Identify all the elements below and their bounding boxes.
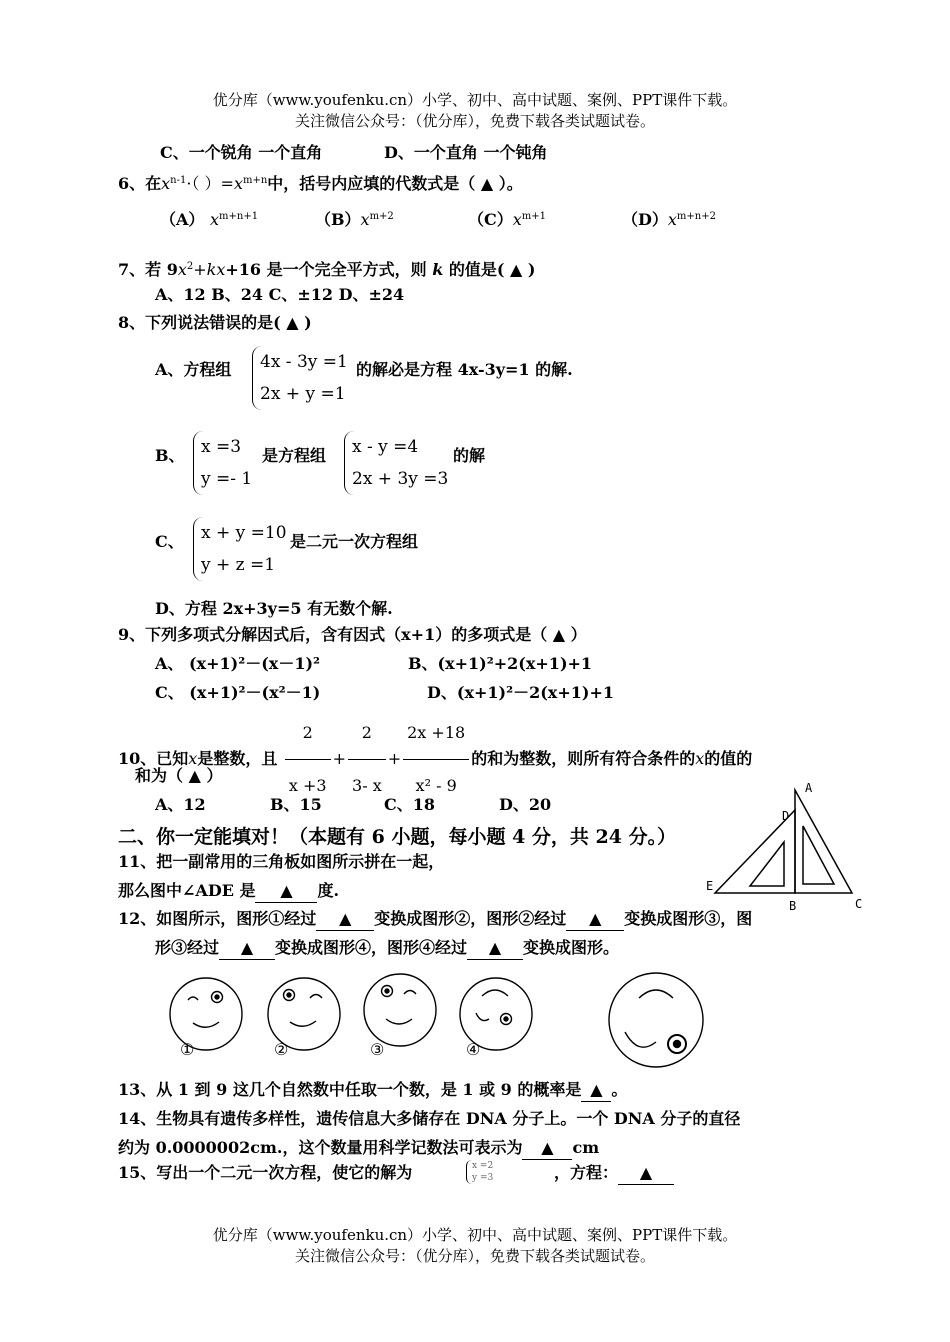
- q12-line-2: 形③经过 ▲ 变换成图形④，图形④经过 ▲ 变换成图形。: [155, 937, 619, 960]
- q5-option-d: D、一个直角 一个钝角: [384, 143, 548, 162]
- footer-line-1: 优分库（www.youfenku.cn）小学、初中、高中试题、案例、PPT课件下载。: [212, 1226, 738, 1244]
- triangle-ade-inner: [750, 842, 784, 886]
- q9-stem: 9、下列多项式分解因式后，含有因式（x+1）的多项式是（ ▲ ）: [118, 625, 587, 644]
- q15-pre: 15、写出一个二元一次方程，使它的解为: [118, 1163, 413, 1182]
- q5-option-c: C、一个锐角 一个直角: [160, 143, 323, 162]
- face-5: [609, 973, 703, 1067]
- q6-option-b: $(B)x^{m+2}$: [315, 210, 394, 229]
- q10-option-d: D、20: [499, 795, 552, 814]
- triangle-set-figure: [700, 780, 870, 915]
- q15-post: ，方程： ▲: [554, 1162, 674, 1185]
- q14-line-1: 14、生物具有遗传多样性，遗传信息大多储存在 DNA 分子上。一个 DNA 分子的直径: [118, 1109, 741, 1128]
- q10-fraction-3: $\frac{2x +18}{\text{x² - 9}}$: [403, 710, 469, 809]
- face-caption-2: ②: [274, 1040, 289, 1059]
- q8-d-text: D、方程 2x+3y=5 有无数个解.: [155, 599, 393, 618]
- face-caption-1: ①: [180, 1040, 195, 1059]
- q8-c-tail: 是二元一次方程组: [290, 532, 419, 551]
- label-b: B: [789, 899, 797, 913]
- section-2-title: 二、你一定能填对！（本题有 6 小题，每小题 4 分，共 24 分。）: [118, 826, 677, 848]
- q8-c-label: C、: [155, 532, 184, 551]
- q15-solution: x =2 y =3: [466, 1160, 493, 1184]
- q6-stem: 6、在$x^{n-1}\cdot$（ ）$=x^{m+n}$中，括号内应填的代数式是（ ▲ ）。: [118, 174, 523, 193]
- q8-b-mid: 是方程组: [262, 446, 327, 465]
- label-a: A: [805, 781, 813, 795]
- q11-line-2: 那么图中∠ADE 是 ▲ 度.: [118, 880, 339, 903]
- triangle-abc-inner: [803, 826, 834, 884]
- label-c: C: [855, 897, 863, 911]
- q8-a-system: 4x - 3y =1 2x + y =1: [252, 346, 348, 410]
- footer-line-2: 关注微信公众号：（优分库），免费下载各类试题试卷。: [294, 1247, 655, 1265]
- q8-b-system-2: x - y =4 2x + 3y =3: [344, 431, 448, 495]
- face-3: [364, 974, 436, 1046]
- header-line-1: 优分库（www.youfenku.cn）小学、初中、高中试题、案例、PPT课件下载。: [212, 91, 738, 109]
- header-line-2: 关注微信公众号：（优分库），免费下载各类试题试卷。: [294, 112, 655, 130]
- q8-b-tail: 的解: [453, 446, 486, 465]
- q10-fraction-2: $\frac{2}{3- x}$: [348, 710, 386, 809]
- q10-option-a: A、12: [155, 795, 206, 814]
- q7-stem: 7、若 $9x^2+kx+16$ 是一个完全平方式，则 k 的值是( ▲ ): [118, 260, 536, 279]
- q9-option-c: C、 (x+1)²－(x²－1): [155, 683, 321, 702]
- q8-c-system: x + y =10 y + z =1: [193, 517, 287, 581]
- q6-option-a: （A） $x^{m+n+1}$: [160, 210, 259, 229]
- label-e: E: [706, 879, 714, 893]
- face-caption-4: ④: [466, 1040, 481, 1059]
- q9-option-b: B、(x+1)²+2(x+1)+1: [408, 654, 593, 673]
- q6-option-d: $(D)x^{m+n+2}$: [622, 210, 716, 229]
- q6-option-c: $(C)x^{m+1}$: [468, 210, 547, 229]
- q8-a-tail: 的解必是方程 4x-3y=1 的解.: [356, 360, 573, 379]
- q8-b-system-1: x =3 y =- 1: [193, 431, 252, 495]
- q14-line-2: 约为 0.0000002cm.，这个数量用科学记数法可表示为 ▲ cm: [118, 1137, 599, 1160]
- label-d: D: [782, 809, 790, 823]
- q10-option-b: B、15: [270, 795, 322, 814]
- q10-option-c: C、18: [384, 795, 436, 814]
- q9-option-d: D、(x+1)²－2(x+1)+1: [427, 683, 614, 702]
- face-caption-3: ③: [370, 1040, 385, 1059]
- q12-line-1: 12、如图所示，图形①经过 ▲ 变换成图形②，图形②经过 ▲ 变换成图形③，图: [118, 908, 752, 931]
- q8-stem: 8、下列说法错误的是( ▲ ): [118, 313, 312, 332]
- q8-b-label: B、: [155, 446, 185, 465]
- q11-line-1: 11、把一副常用的三角板如图所示拼在一起，: [118, 852, 445, 871]
- q10-fraction-1: $\frac{2}{x +3}$: [285, 710, 331, 809]
- q10-line-2: 和为（ ▲ ）: [135, 766, 223, 785]
- q9-option-a: A、 (x+1)²－(x－1)²: [155, 654, 321, 673]
- q10-stem: 10、已知x是整数，且 $\frac{2}{x +3}$ + $\frac{2}{3- x}$ + $\frac{2x +18}{\text{x² - 9}}$ 的和为整数，则所有符合条件的x的值的: [118, 710, 752, 809]
- q8-a-label: A、方程组: [155, 360, 232, 379]
- q13-stem: 13、从 1 到 9 这几个自然数中任取一个数，是 1 或 9 的概率是 ▲ 。: [118, 1079, 627, 1102]
- q7-options: A、12 B、24 C、±12 D、±24: [155, 285, 405, 304]
- faces-figure: [160, 970, 720, 1080]
